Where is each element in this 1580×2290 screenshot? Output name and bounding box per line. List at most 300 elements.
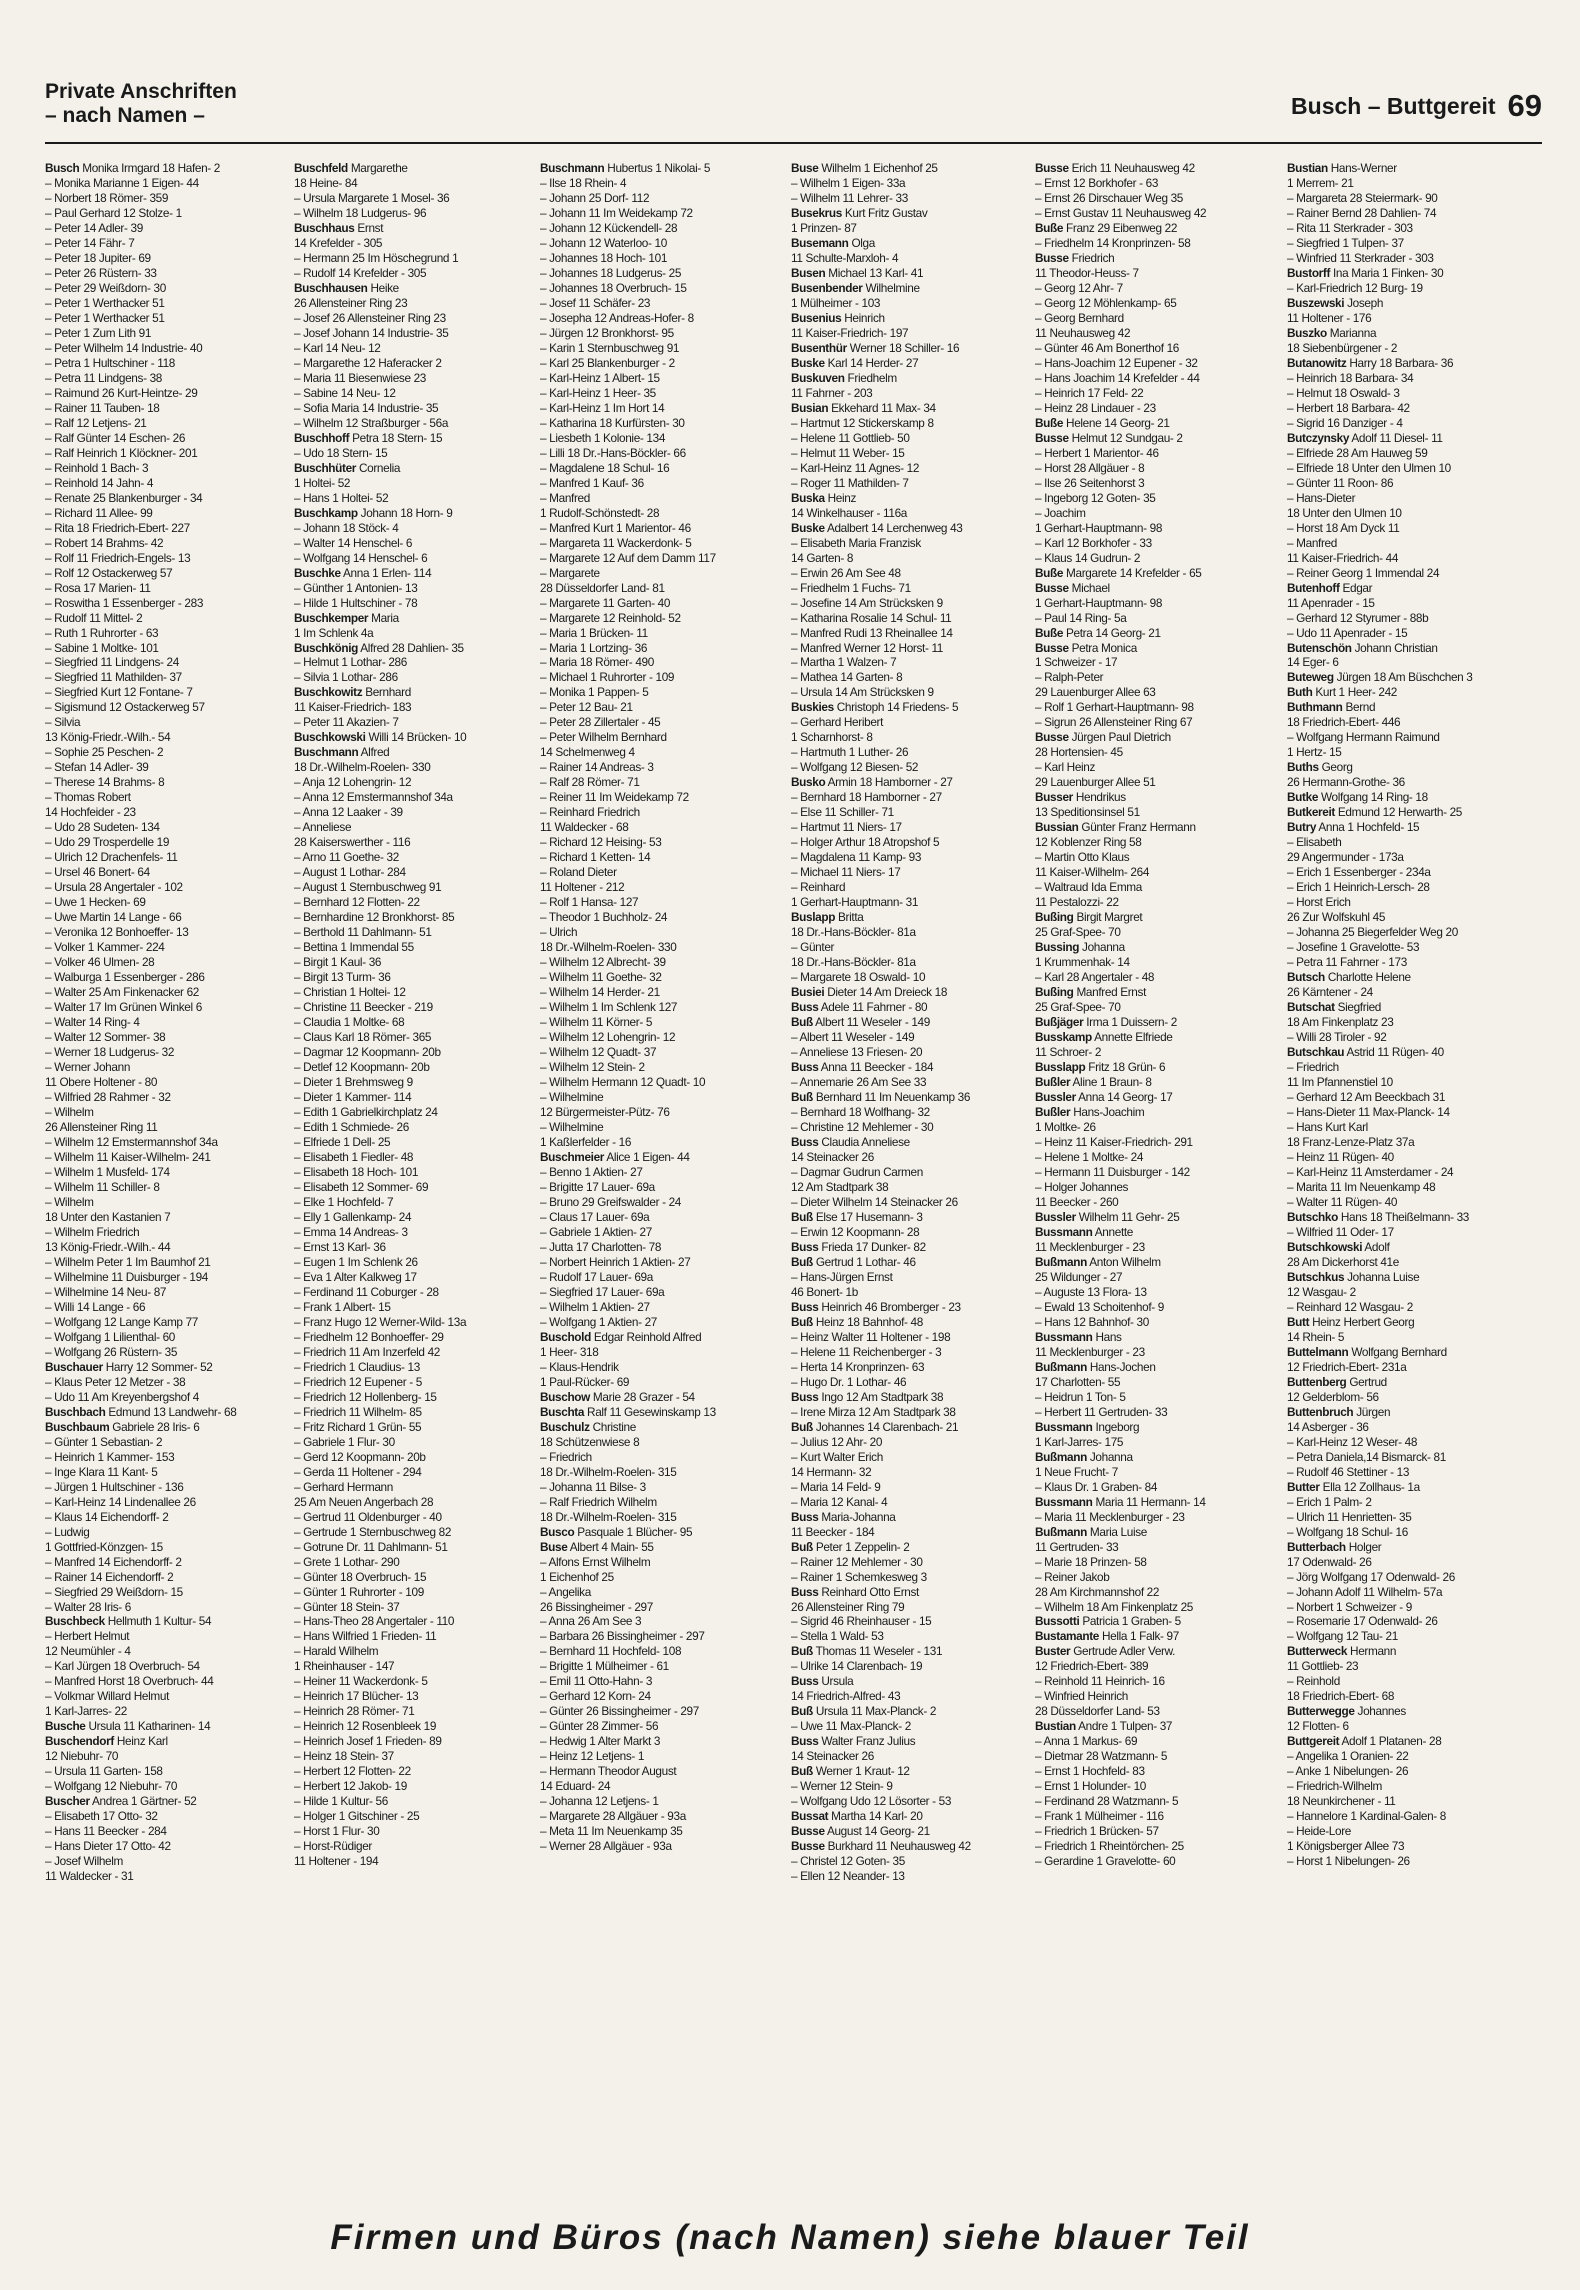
directory-entry [540, 820, 785, 835]
entry-text: – Roswitha 1 Essenberger - 283 [45, 595, 204, 610]
entry-text: Olga [848, 235, 875, 250]
directory-entry [45, 805, 278, 820]
entry-text: – Ralf 28 Römer- 71 [540, 775, 640, 790]
directory-entry [1035, 1120, 1270, 1135]
entry-text: – Hans Kurt Karl [1287, 1120, 1368, 1134]
entry-text: Johanna [1079, 940, 1125, 955]
directory-entry [791, 1150, 1028, 1165]
directory-entry [791, 341, 1028, 356]
surname: Buschmann [540, 161, 605, 175]
directory-entry [294, 1839, 529, 1854]
directory-entry [1287, 805, 1545, 820]
entry-text: 1 Gerhart-Hauptmann- 31 [791, 895, 919, 910]
directory-entry [1035, 1689, 1270, 1704]
directory-column-2 [294, 161, 529, 2211]
entry-text: – Kurt Walter Erich [791, 1449, 883, 1464]
directory-entry [791, 551, 1028, 566]
entry-text: – Klaus Dr. 1 Graben- 84 [1035, 1479, 1158, 1494]
entry-text: – Ingeborg 12 Goten- 35 [1035, 490, 1156, 505]
surname: Buse [540, 1539, 568, 1554]
directory-entry [1287, 1240, 1545, 1255]
directory-entry [1035, 626, 1270, 641]
entry-text: – Holger 1 Gitschiner - 25 [294, 1809, 420, 1824]
entry-text: – Holger Johannes [1035, 1179, 1129, 1194]
directory-entry [540, 1240, 785, 1255]
directory-entry [45, 1090, 278, 1105]
directory-entry [294, 1809, 529, 1824]
entry-text: 12 Gelderblom- 56 [1287, 1389, 1379, 1404]
entry-text: – Manfred Werner 12 Horst- 11 [791, 640, 944, 655]
entry-text: – Werner 28 Allgäuer - 93a [540, 1839, 672, 1854]
section-title-line2: – nach Namen – [45, 104, 205, 127]
entry-text: – Friedhelm 12 Bonhoeffer- 29 [294, 1329, 444, 1344]
entry-text: – Erwin 12 Koopmann- 28 [791, 1224, 920, 1239]
entry-text: – Hans 11 Beecker - 284 [45, 1824, 167, 1839]
directory-entry [540, 1510, 785, 1525]
entry-text: – Heinz 11 Kaiser-Friedrich- 291 [1035, 1134, 1193, 1149]
directory-entry [1035, 341, 1270, 356]
directory-entry [1035, 1600, 1270, 1615]
directory-entry [1287, 745, 1545, 760]
entry-text: – Wolfgang 12 Biesen- 52 [791, 760, 919, 775]
directory-entry [1035, 940, 1270, 955]
directory-entry [1287, 1659, 1545, 1674]
directory-entry [45, 611, 278, 626]
directory-entry [791, 1270, 1028, 1285]
directory-entry [45, 206, 278, 221]
entry-text: – Eugen 1 Im Schlenk 26 [294, 1254, 418, 1269]
entry-text: – Monika Marianne 1 Eigen- 44 [45, 175, 199, 190]
directory-entry [540, 1300, 785, 1315]
directory-entry [540, 1480, 785, 1495]
entry-text: Edmund 13 Landwehr- 68 [105, 1404, 237, 1419]
directory-entry [1035, 1270, 1270, 1285]
entry-text: – Gerda 11 Holtener - 294 [294, 1464, 422, 1479]
directory-entry [1035, 670, 1270, 685]
directory-entry [1287, 161, 1545, 176]
entry-text: 18 Siebenbürgener - 2 [1287, 340, 1398, 355]
directory-entry [540, 1465, 785, 1480]
entry-text: – Wilhelm 18 Ludgerus- 96 [294, 205, 427, 220]
directory-entry [1287, 910, 1545, 925]
entry-text: – Heinrich Josef 1 Frieden- 89 [294, 1734, 442, 1749]
entry-text: – Friedrich 11 Am Inzerfeld 42 [294, 1344, 440, 1359]
directory-entry [294, 775, 529, 790]
directory-entry [791, 476, 1028, 491]
directory-entry [791, 670, 1028, 685]
directory-entry [1035, 910, 1270, 925]
directory-entry [294, 1315, 529, 1330]
directory-entry [1035, 176, 1270, 191]
directory-entry [540, 985, 785, 1000]
entry-text: – Herta 14 Kronprinzen- 63 [791, 1359, 925, 1374]
entry-text: – Benno 1 Aktien- 27 [540, 1164, 643, 1179]
directory-entry [1035, 1839, 1270, 1854]
directory-entry [540, 1120, 785, 1135]
entry-text: Georg [1318, 760, 1353, 775]
directory-entry [45, 1345, 278, 1360]
directory-entry [1035, 356, 1270, 371]
directory-entry [294, 1704, 529, 1719]
entry-text: – Manfred Rudi 13 Rheinallee 14 [791, 625, 953, 640]
directory-entry [1035, 1420, 1270, 1435]
directory-entry [45, 641, 278, 656]
directory-entry [1035, 1779, 1270, 1794]
directory-entry [540, 551, 785, 566]
surname: Busenthür [791, 340, 847, 355]
entry-text: Christine [589, 1419, 636, 1434]
entry-text: Ingo 12 Am Stadtpark 38 [818, 1389, 944, 1404]
directory-entry [45, 1300, 278, 1315]
entry-text: Michael 13 Karl- 41 [825, 265, 924, 280]
entry-text: Hans-Joachim [1070, 1105, 1145, 1120]
directory-entry [1035, 1854, 1270, 1869]
entry-text: Irma 1 Duissern- 2 [1083, 1015, 1177, 1030]
directory-entry [540, 895, 785, 910]
entry-text: 1 Gerhart-Hauptmann- 98 [1035, 520, 1163, 535]
directory-entry [45, 251, 278, 266]
directory-column-3 [540, 161, 785, 2211]
entry-text: – Peter Wilhelm Bernhard [540, 730, 667, 745]
entry-text: – Walter 14 Ring- 4 [45, 1015, 140, 1030]
entry-text: – Dagmar Gudrun Carmen [791, 1164, 923, 1179]
directory-entry [1287, 626, 1545, 641]
entry-text: – Ernst 12 Borkhofer - 63 [1035, 175, 1159, 190]
directory-entry [791, 296, 1028, 311]
entry-text: – Wilhelmine 11 Duisburger - 194 [45, 1269, 208, 1284]
entry-text: – Peter 28 Zillertaler - 45 [540, 715, 661, 730]
directory-entry [45, 1854, 278, 1869]
entry-text: – Annemarie 26 Am See 33 [791, 1075, 927, 1090]
entry-text: – Ernst 1 Hochfeld- 83 [1035, 1764, 1145, 1779]
surname: Buschauer [45, 1359, 103, 1374]
directory-entry [294, 1854, 529, 1869]
directory-entry [1287, 1180, 1545, 1195]
directory-entry [294, 401, 529, 416]
surname: Busse [1035, 580, 1069, 595]
surname: Buß [791, 1704, 813, 1719]
entry-text: – Wilhelm 11 Körner- 5 [540, 1015, 653, 1030]
entry-text: – Robert 14 Brahms- 42 [45, 535, 164, 550]
entry-text: Claudia Anneliese [818, 1134, 910, 1149]
entry-text: Maria Luise [1086, 1524, 1148, 1539]
entry-text: – Reinhard Friedrich [540, 805, 640, 820]
directory-entry [45, 521, 278, 536]
entry-text: Friedhelm [844, 370, 897, 385]
entry-text: Ursula 11 Katharinen- 14 [85, 1719, 211, 1734]
directory-entry [540, 1345, 785, 1360]
entry-text: – Johann 11 Im Weidekamp 72 [540, 205, 693, 220]
entry-text: – Peter 14 Adler- 39 [45, 220, 143, 235]
directory-entry [1035, 1809, 1270, 1824]
entry-text: – Günter 1 Sebastian- 2 [45, 1434, 163, 1449]
entry-text: – Johann 25 Dorf- 112 [540, 190, 650, 205]
entry-text: Hans 18 Theißelmann- 33 [1337, 1209, 1470, 1224]
entry-text: 14 Steinacker 26 [791, 1749, 874, 1764]
directory-entry [294, 581, 529, 596]
directory-entry [1287, 1270, 1545, 1285]
directory-entry [45, 461, 278, 476]
directory-entry [791, 1480, 1028, 1495]
directory-entry [1035, 566, 1270, 581]
entry-text: – Peter 12 Bau- 21 [540, 700, 633, 715]
entry-text: 14 Garten- 8 [791, 550, 854, 565]
entry-text: Hubertus 1 Nikolai- 5 [604, 161, 711, 175]
directory-entry [294, 1525, 529, 1540]
directory-entry [1287, 1195, 1545, 1210]
entry-text: Johannes [1354, 1704, 1406, 1719]
directory-entry [45, 1105, 278, 1120]
entry-text: – Wilhelm 1 Eigen- 33a [791, 175, 906, 190]
directory-entry [1287, 1360, 1545, 1375]
entry-text: – Willi 14 Lange - 66 [45, 1299, 146, 1314]
entry-text: – Heide-Lore [1287, 1824, 1352, 1839]
directory-entry [294, 191, 529, 206]
entry-text: – Ernst 1 Holunder- 10 [1035, 1779, 1146, 1794]
entry-text: – Erich 1 Heinrich-Lersch- 28 [1287, 880, 1430, 895]
entry-text: – Sigismund 12 Ostackerweg 57 [45, 700, 205, 715]
directory-entry [791, 1300, 1028, 1315]
entry-text: – Brigitte 17 Lauer- 69a [540, 1179, 655, 1194]
entry-text: 18 Dr.-Wilhelm-Roelen- 315 [540, 1509, 677, 1524]
directory-entry [1287, 1585, 1545, 1600]
directory-entry [540, 1210, 785, 1225]
entry-text: 28 Am Kirchmannshof 22 [1035, 1584, 1160, 1599]
directory-entry [540, 1045, 785, 1060]
entry-text: – Grete 1 Lothar- 290 [294, 1554, 400, 1569]
directory-entry [540, 401, 785, 416]
entry-text: Dieter 14 Am Dreieck 18 [824, 985, 948, 1000]
directory-entry [45, 850, 278, 865]
directory-entry [1287, 446, 1545, 461]
entry-text: 1 Mülheimer - 103 [791, 295, 881, 310]
entry-text: – Sigrid 46 Rheinhauser - 15 [791, 1614, 932, 1629]
entry-text: – Manfred Horst 18 Overbruch- 44 [45, 1674, 214, 1689]
entry-text: – Gerhard 12 Korn- 24 [540, 1689, 651, 1704]
entry-text: Hella 1 Falk- 97 [1099, 1629, 1179, 1644]
directory-entry [1035, 1540, 1270, 1555]
directory-entry [294, 655, 529, 670]
directory-entry [791, 1570, 1028, 1585]
directory-entry [540, 970, 785, 985]
surname: Buthmann [1287, 700, 1343, 715]
entry-text: – Margarete 11 Garten- 40 [540, 595, 671, 610]
directory-entry [540, 805, 785, 820]
surname: Buss [791, 1734, 819, 1749]
directory-entry [540, 790, 785, 805]
entry-text: – Mathea 14 Garten- 8 [791, 670, 903, 685]
surname: Buschkönig [294, 640, 359, 655]
surname: Buslapp [791, 910, 836, 925]
surname: Bußing [1035, 985, 1074, 1000]
directory-entry [1035, 206, 1270, 221]
entry-text: Monika Irmgard 18 Hafen- 2 [79, 161, 221, 175]
directory-entry [1035, 236, 1270, 251]
entry-text: – Erwin 26 Am See 48 [791, 565, 901, 580]
entry-text: 11 Im Pfannenstiel 10 [1287, 1075, 1393, 1090]
directory-entry [45, 626, 278, 641]
page-range-heading [1291, 88, 1542, 124]
directory-entry [1035, 880, 1270, 895]
entry-text: – Bernhard 18 Wolfhang- 32 [791, 1105, 930, 1120]
directory-entry [540, 715, 785, 730]
directory-entry [294, 1465, 529, 1480]
entry-text: – Karl-Heinz 11 Amsterdamer - 24 [1287, 1164, 1454, 1179]
entry-text: – Gerardine 1 Gravelotte- 60 [1035, 1854, 1176, 1869]
directory-entry [1035, 1285, 1270, 1300]
entry-text: 26 Allensteiner Ring 11 [45, 1120, 158, 1134]
entry-text: – Rosemarie 17 Odenwald- 26 [1287, 1614, 1438, 1629]
entry-text: – Wilhelm 1 Im Schlenk 127 [540, 1000, 678, 1015]
entry-text: – Günter 46 Am Bonerthof 16 [1035, 340, 1180, 355]
entry-text: – Uwe Martin 14 Lange - 66 [45, 910, 182, 925]
directory-entry [540, 1030, 785, 1045]
directory-entry [1035, 985, 1270, 1000]
directory-entry [791, 1225, 1028, 1240]
entry-text: – Hans Dieter 17 Otto- 42 [45, 1839, 171, 1854]
entry-text: – Wilhelm 11 Kaiser-Wilhelm- 241 [45, 1149, 211, 1164]
surname: Bußmann [1035, 1359, 1087, 1374]
surname: Buske [791, 355, 825, 370]
directory-entry [45, 1510, 278, 1525]
directory-entry [45, 1150, 278, 1165]
entry-text: Charlotte Helene [1324, 970, 1411, 985]
surname: Bussmann [1035, 1494, 1093, 1509]
entry-text: – Herbert 12 Flotten- 22 [294, 1764, 411, 1779]
directory-entry [1035, 386, 1270, 401]
directory-entry [1035, 1300, 1270, 1315]
entry-text: – Dieter 1 Brehmsweg 9 [294, 1075, 413, 1090]
entry-text: – Wilhelm 12 Stein- 2 [540, 1060, 645, 1075]
entry-text: – Heinrich 1 Kammer- 153 [45, 1449, 175, 1464]
entry-text: Helmut 12 Sundgau- 2 [1068, 430, 1183, 445]
directory-entry [1035, 1585, 1270, 1600]
directory-entry [45, 1225, 278, 1240]
entry-text: – Anja 12 Lohengrin- 12 [294, 775, 412, 790]
surname: Buschendorf [45, 1734, 114, 1749]
directory-entry [791, 805, 1028, 820]
entry-text: Hans [1092, 1329, 1122, 1344]
entry-text: – Alfons Ernst Wilhelm [540, 1554, 651, 1569]
entry-text: 1 Im Schlenk 4a [294, 625, 374, 640]
directory-entry [294, 685, 529, 700]
directory-entry [294, 1270, 529, 1285]
directory-entry [540, 161, 785, 176]
directory-entry [294, 176, 529, 191]
surname: Buss [791, 1509, 819, 1524]
surname: Butczynsky [1287, 430, 1350, 445]
entry-text: – Heinrich 28 Römer- 71 [294, 1704, 415, 1719]
entry-text: 1 Krummenhak- 14 [1035, 955, 1130, 970]
directory-entry [791, 371, 1028, 386]
entry-text: 11 Apenrader - 15 [1287, 595, 1375, 610]
entry-text: 26 Allensteiner Ring 79 [791, 1599, 905, 1614]
directory-entry [791, 1869, 1028, 1884]
entry-text: – Norbert 1 Schweizer - 9 [1287, 1599, 1413, 1614]
entry-text: – Hugo Dr. 1 Lothar- 46 [791, 1374, 907, 1389]
directory-entry [45, 1390, 278, 1405]
directory-entry [45, 1644, 278, 1659]
surname: Buster [1035, 1644, 1071, 1659]
entry-text: – Winfried Heinrich [1035, 1689, 1129, 1704]
entry-text: Gabriele 28 Iris- 6 [109, 1419, 200, 1434]
directory-entry [540, 266, 785, 281]
entry-text: 11 Theodor-Heuss- 7 [1035, 265, 1139, 280]
entry-text: Joseph [1344, 295, 1384, 310]
directory-entry [1287, 1465, 1545, 1480]
directory-entry [294, 1210, 529, 1225]
entry-text: Edgar [1339, 580, 1373, 595]
directory-entry [791, 281, 1028, 296]
entry-text: – Christian 1 Holtei- 12 [294, 985, 406, 1000]
surname: Butterbach [1287, 1539, 1346, 1554]
entry-text: – Ursula 14 Am Strücksken 9 [791, 685, 934, 700]
entry-text: – Heinrich 17 Feld- 22 [1035, 385, 1144, 400]
surname: Buschbach [45, 1404, 106, 1419]
directory-entry [1035, 191, 1270, 206]
directory-entry [1287, 536, 1545, 551]
entry-text: – Angelika 1 Oranien- 22 [1287, 1749, 1409, 1764]
entry-text: Erich 11 Neuhausweg 42 [1068, 161, 1195, 175]
entry-text: – Wilhelm 12 Straßburger - 56a [294, 415, 449, 430]
directory-entry [540, 611, 785, 626]
entry-text: – Wilhelm 12 Emstermannshof 34a [45, 1134, 218, 1149]
directory-entry [1287, 1450, 1545, 1465]
directory-entry [791, 910, 1028, 925]
surname: Buße [1035, 220, 1064, 235]
entry-text: – Helmut 18 Oswald- 3 [1287, 385, 1400, 400]
entry-text: 14 Eger- 6 [1287, 655, 1339, 670]
surname: Buss [791, 1584, 819, 1599]
directory-entry [1035, 1360, 1270, 1375]
surname: Buttenbruch [1287, 1404, 1354, 1419]
surname: Buschkowski [294, 730, 366, 745]
surname: Buschhausen [294, 280, 368, 295]
entry-text: – Wolfgang 12 Lange Kamp 77 [45, 1314, 198, 1329]
entry-text: 18 Dr.-Wilhelm-Roelen- 330 [294, 760, 431, 775]
directory-entry [540, 760, 785, 775]
directory-entry [1035, 1674, 1270, 1689]
directory-entry [1035, 1570, 1270, 1585]
directory-entry [791, 431, 1028, 446]
directory-entry [1035, 221, 1270, 236]
entry-text: 25 Graf-Spee- 70 [1035, 925, 1121, 940]
surname: Bustorff [1287, 265, 1331, 280]
entry-text: – Rolf 12 Ostackerweg 57 [45, 565, 173, 580]
surname: Buß [791, 1764, 813, 1779]
directory-entry [791, 1734, 1028, 1749]
entry-text: – Friedrich 12 Hollenberg- 15 [294, 1389, 437, 1404]
directory-entry [1287, 611, 1545, 626]
entry-text: – Peter 11 Akazien- 7 [294, 715, 399, 730]
directory-entry [791, 1495, 1028, 1510]
directory-entry [45, 1270, 278, 1285]
entry-text: 13 König-Friedr.-Wilh.- 44 [45, 1239, 171, 1254]
directory-entry [45, 326, 278, 341]
entry-text: – Ernst 13 Karl- 36 [294, 1239, 386, 1254]
directory-entry [540, 1450, 785, 1465]
directory-entry [1035, 1210, 1270, 1225]
entry-text: – Siegfried Kurt 12 Fontane- 7 [45, 685, 193, 700]
directory-entry [1287, 940, 1545, 955]
directory-entry [540, 461, 785, 476]
directory-entry [294, 970, 529, 985]
surname: Buß [791, 1644, 813, 1659]
entry-text: – Siegfried 17 Lauer- 69a [540, 1284, 665, 1299]
directory-entry [45, 1794, 278, 1809]
entry-text: – Helene 11 Gottlieb- 50 [791, 430, 910, 445]
directory-entry [45, 401, 278, 416]
